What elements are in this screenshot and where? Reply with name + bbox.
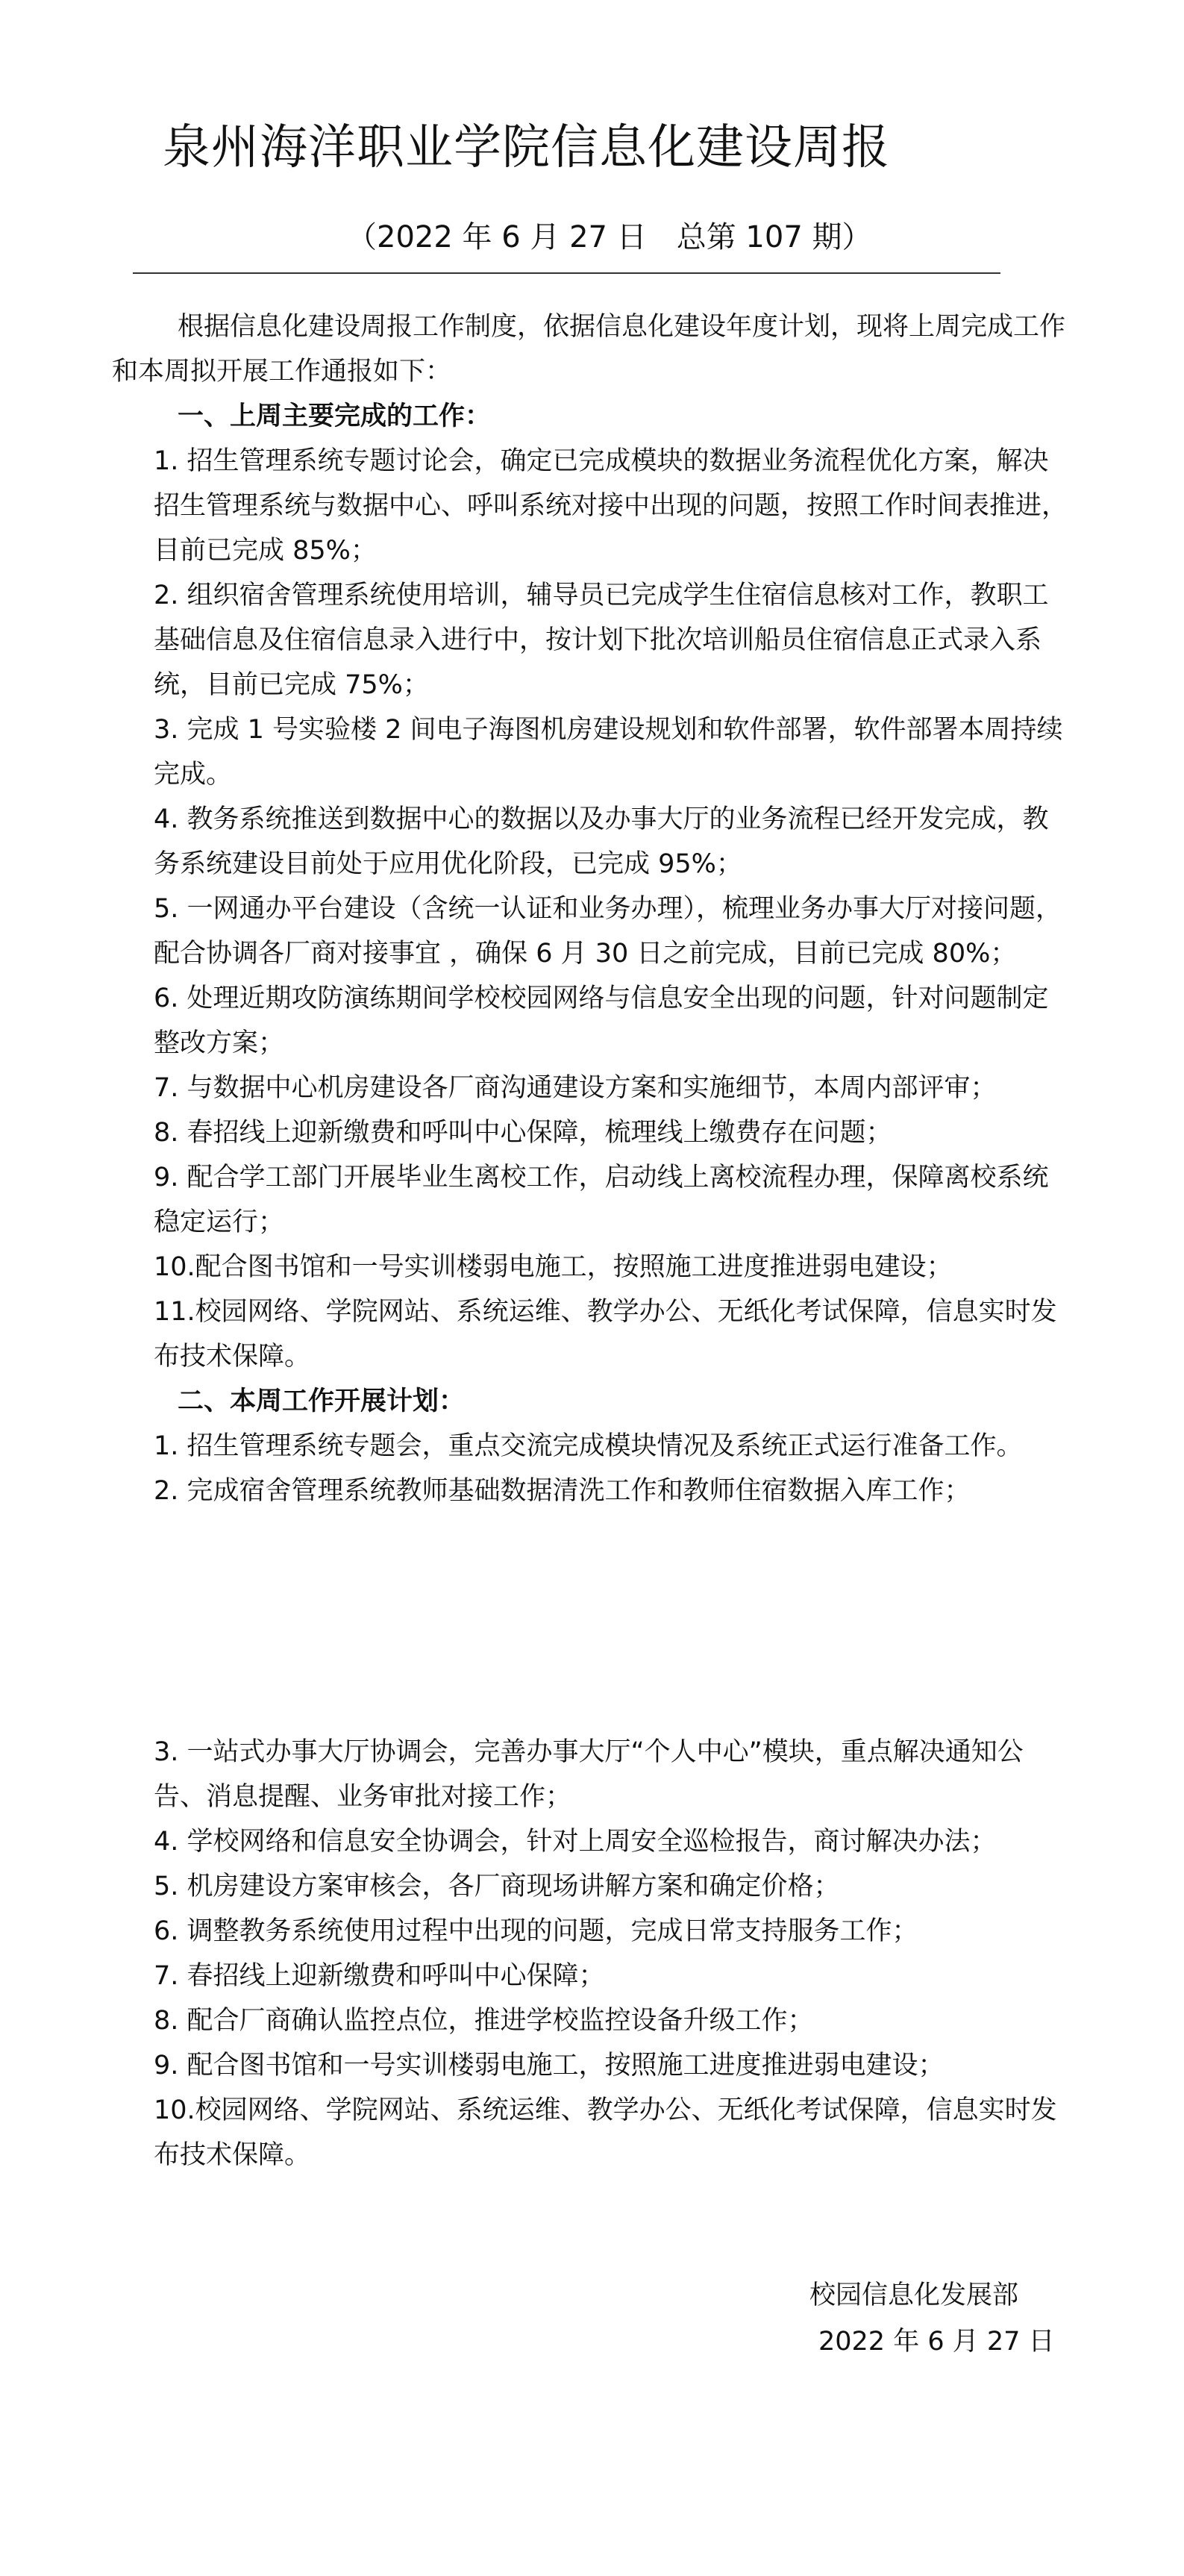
- report-body: [112, 304, 1074, 2178]
- list-item: 1. 招生管理系统专题讨论会，确定已完成模块的数据业务流程优化方案，解决招生管理系统与数据中心、呼叫系统对接中出现的问题，按照工作时间表推进，目前已完成 85%；: [154, 446, 1068, 566]
- issue-info: （2022 年 6 月 27 日 总第 107 期）: [347, 220, 872, 254]
- list-item: 8. 配合厂商确认监控点位，推进学校监控设备升级工作；: [154, 2006, 814, 2036]
- list-item: 9. 配合学工部门开展毕业生离校工作，启动线上离校流程办理，保障离校系统稳定运行；: [154, 1163, 1049, 1237]
- list-item: 2. 组织宿舍管理系统使用培训，辅导员已完成学生住宿信息核对工作，教职工基础信息及住宿信息录入进行中，按计划下批次培训船员住宿信息正式录入系统，目前已完成 75%；: [154, 581, 1049, 700]
- list-item: 3. 一站式办事大厅协调会，完善办事大厅“个人中心”模块，重点解决通知公告、消息提醒、业务审批对接工作；: [154, 1737, 1024, 1812]
- list-item: 5. 一网通办平台建设（含统一认证和业务办理），梳理业务办事大厅对接问题，配合协调各厂商对接事宜 ，确保 6 月 30 日之前完成，目前已完成 80%；: [154, 894, 1062, 969]
- list-item: 2. 完成宿舍管理系统教师基础数据清洗工作和教师住宿数据入库工作；: [154, 1476, 971, 1506]
- list-item: 8. 春招线上迎新缴费和呼叫中心保障，梳理线上缴费存在问题；: [154, 1118, 892, 1148]
- list-item: 11.校园网络、学院网站、系统运维、教学办公、无纸化考试保障，信息实时发布技术保障。: [154, 1297, 1057, 1372]
- section-heading-last-week: 一、上周主要完成的工作：: [178, 401, 492, 431]
- list-item: 9. 配合图书馆和一号实训楼弱电施工，按照施工进度推进弱电建设；: [154, 2051, 945, 2081]
- list-item: 4. 学校网络和信息安全协调会，针对上周安全巡检报告，商讨解决办法；: [154, 1827, 997, 1857]
- header-divider: [133, 272, 1000, 274]
- list-item: 7. 与数据中心机房建设各厂商沟通建设方案和实施细节，本周内部评审；: [154, 1073, 997, 1103]
- signature-block: [809, 2272, 1055, 2365]
- list-item: 6. 处理近期攻防演练期间学校校园网络与信息安全出现的问题，针对问题制定整改方案；: [154, 984, 1049, 1058]
- list-item: 7. 春招线上迎新缴费和呼叫中心保障；: [154, 1961, 605, 1991]
- signature-date: 2022 年 6 月 27 日: [818, 2327, 1055, 2357]
- report-title: 泉州海洋职业学院信息化建设周报: [163, 120, 890, 175]
- list-item: 3. 完成 1 号实验楼 2 间电子海图机房建设规划和软件部署，软件部署本周持续完成。: [154, 715, 1063, 790]
- intro-paragraph: 根据信息化建设周报工作制度，依据信息化建设年度计划，现将上周完成工作和本周拟开展工作通报如下：: [112, 312, 1066, 387]
- section-heading-this-week: 二、本周工作开展计划：: [178, 1387, 466, 1416]
- list-item: 10.校园网络、学院网站、系统运维、教学办公、无纸化考试保障，信息实时发布技术保障。: [154, 2095, 1057, 2170]
- signature-department: 校园信息化发展部: [809, 2280, 1019, 2310]
- list-item: 6. 调整教务系统使用过程中出现的问题，完成日常支持服务工作；: [154, 1916, 918, 1946]
- list-item: 1. 招生管理系统专题会，重点交流完成模块情况及系统正式运行准备工作。: [154, 1431, 1023, 1461]
- list-item: 5. 机房建设方案审核会，各厂商现场讲解方案和确定价格；: [154, 1872, 840, 1901]
- list-item: 10.配合图书馆和一号实训楼弱电施工，按照施工进度推进弱电建设；: [154, 1252, 953, 1282]
- blank-space: [112, 1513, 1074, 1730]
- list-item: 4. 教务系统推送到数据中心的数据以及办事大厅的业务流程已经开发完成，教务系统建设目前处于应用优化阶段，已完成 95%；: [154, 804, 1049, 879]
